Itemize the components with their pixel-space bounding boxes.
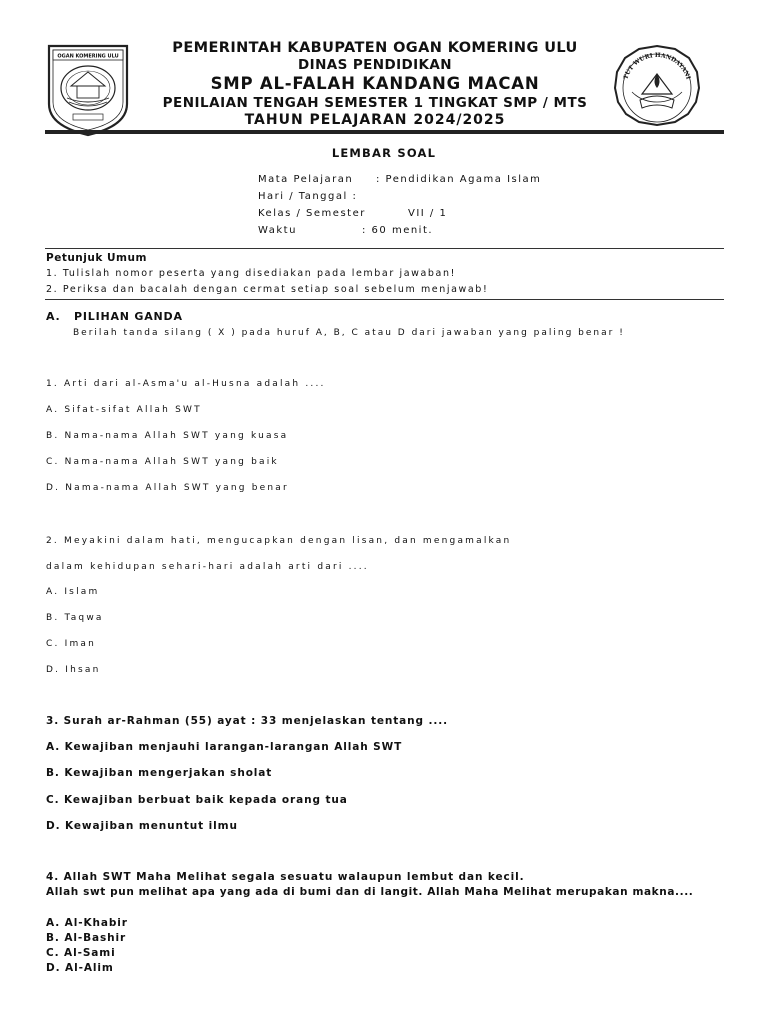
header-department-line: DINAS PENDIDIKAN	[298, 57, 452, 73]
instruction-item: 1. Tulislah nomor peserta yang disediakan pada lembar jawaban!	[46, 268, 456, 279]
instruction-item: 2. Periksa dan bacalah dengan cermat setiap soal sebelum menjawab!	[46, 284, 489, 295]
question-4-option-a: A. Al-Khabir	[46, 917, 128, 929]
section-number: A.	[46, 310, 61, 323]
class-value: VII / 1	[408, 208, 448, 219]
question-1-option-d: D. Nama-nama Allah SWT yang benar	[46, 483, 289, 493]
section-instruction: Berilah tanda silang ( X ) pada huruf A, B, C atau D dari jawaban yang paling benar !	[73, 328, 625, 338]
header-year-line: TAHUN PELAJARAN 2024/2025	[244, 112, 506, 128]
question-2-option-b: B. Taqwa	[46, 613, 104, 623]
question-1-option-c: C. Nama-nama Allah SWT yang baik	[46, 457, 279, 467]
instructions-title: Petunjuk Umum	[46, 252, 147, 264]
tut-wuri-handayani-emblem-icon	[612, 44, 702, 126]
question-2-text-line2: dalam kehidupan sehari-hari adalah arti dari ....	[46, 562, 369, 572]
svg-text:TUT WURI HANDAYANI: TUT WURI HANDAYANI	[622, 51, 692, 81]
day-label: Hari / Tanggal :	[258, 191, 358, 202]
header-exam-line: PENILAIAN TENGAH SEMESTER 1 TINGKAT SMP / MTS	[162, 95, 588, 111]
subject-value: : Pendidikan Agama Islam	[376, 174, 542, 185]
sheet-title: LEMBAR SOAL	[331, 146, 437, 160]
time-value: : 60 menit.	[362, 225, 434, 236]
question-1-option-b: B. Nama-nama Allah SWT yang kuasa	[46, 431, 289, 441]
time-label: Waktu	[258, 225, 297, 236]
svg-text:OGAN KOMERING ULU: OGAN KOMERING ULU	[57, 53, 119, 60]
header-school-name: SMP AL-FALAH KANDANG MACAN	[210, 74, 540, 93]
question-4-text-line2: Allah swt pun melihat apa yang ada di bumi dan di langit. Allah Maha Melihat merupakan makna....	[46, 886, 694, 898]
instructions-bottom-divider	[45, 299, 724, 300]
question-3-option-a: A. Kewajiban menjauhi larangan-larangan Allah SWT	[46, 741, 403, 753]
header-government-line: PEMERINTAH KABUPATEN OGAN KOMERING ULU	[172, 40, 578, 56]
question-2-text-line1: 2. Meyakini dalam hati, mengucapkan dengan lisan, dan mengamalkan	[46, 536, 512, 546]
question-4-text-line1: 4. Allah SWT Maha Melihat segala sesuatu walaupun lembut dan kecil.	[46, 871, 525, 883]
question-1-option-a: A. Sifat-sifat Allah SWT	[46, 405, 202, 415]
question-4-option-b: B. Al-Bashir	[46, 932, 127, 944]
question-2-option-c: C. Iman	[46, 639, 97, 649]
question-3-option-b: B. Kewajiban mengerjakan sholat	[46, 767, 273, 779]
subject-label: Mata Pelajaran	[258, 174, 354, 185]
section-title: PILIHAN GANDA	[74, 310, 183, 323]
question-3-option-d: D. Kewajiban menuntut ilmu	[46, 820, 238, 832]
instructions-top-divider	[45, 248, 724, 249]
question-4-option-c: C. Al-Sami	[46, 947, 116, 959]
question-1-text: 1. Arti dari al-Asma'u al-Husna adalah ....	[46, 379, 326, 389]
question-3-text: 3. Surah ar-Rahman (55) ayat : 33 menjelaskan tentang ....	[46, 715, 449, 727]
question-3-option-c: C. Kewajiban berbuat baik kepada orang tua	[46, 794, 348, 806]
class-label: Kelas / Semester	[258, 208, 366, 219]
question-2-option-a: A. Islam	[46, 587, 100, 597]
question-2-option-d: D. Ihsan	[46, 665, 101, 675]
ogan-komering-ulu-emblem-icon	[45, 42, 131, 138]
question-4-option-d: D. Al-Alim	[46, 962, 114, 974]
header-divider	[45, 130, 724, 134]
section-heading	[46, 310, 183, 323]
